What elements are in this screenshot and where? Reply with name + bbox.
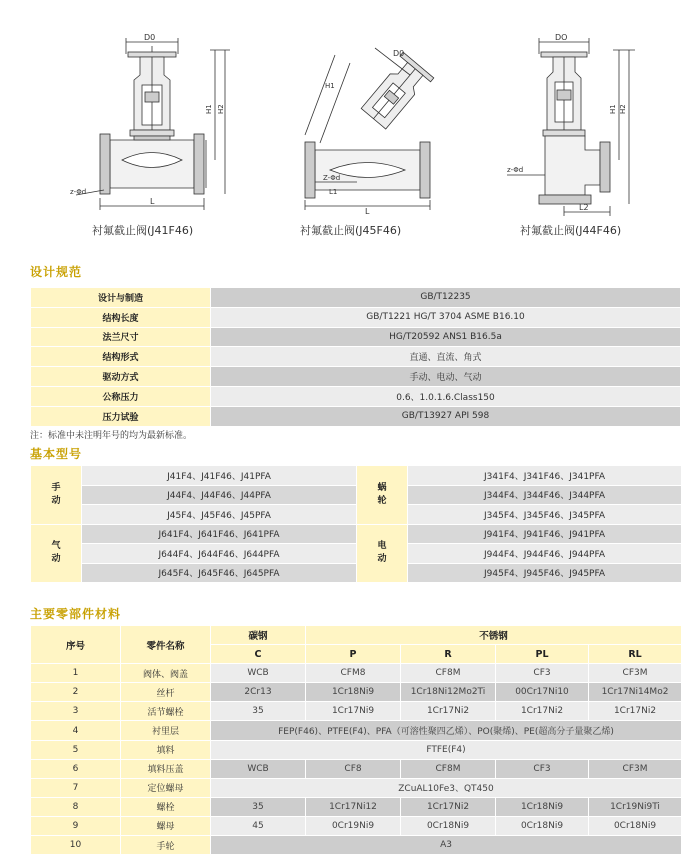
- table-row: [31, 778, 682, 797]
- part-no: 3: [31, 702, 121, 721]
- model-cell: J45F4、J45F46、J45PFA: [82, 505, 357, 525]
- part-name: 活节螺栓: [121, 702, 211, 721]
- design-spec-table: [30, 287, 681, 427]
- table-row: [31, 288, 681, 308]
- caption-j44f46: 衬氟截止阀(J44F46): [520, 224, 622, 237]
- model-cell: J645F4、J645F46、J645PFA: [82, 563, 357, 583]
- l-label-2: L: [365, 207, 370, 215]
- table-row: [31, 466, 682, 486]
- model-cell: J941F4、J941F46、J941PFA: [408, 524, 682, 544]
- material-merged-cell: ZCuAL10Fe3、QT450: [211, 778, 682, 797]
- group-label-worm: 蜗 轮: [357, 466, 408, 525]
- header-col-p: P: [306, 645, 401, 664]
- part-name: 手轮: [121, 836, 211, 854]
- table-row: [31, 485, 682, 505]
- material-cell: CF3M: [589, 759, 682, 778]
- material-cell: 35: [211, 702, 306, 721]
- header-col-r: R: [401, 645, 496, 664]
- table-row: [31, 524, 682, 544]
- material-cell: CF3: [496, 759, 589, 778]
- z-phi-label-3: z-Φd: [507, 166, 524, 174]
- spec-value: 0.6、1.0.1.6.Class150: [211, 386, 681, 406]
- material-cell: 0Cr18Ni9: [589, 816, 682, 835]
- material-cell: CF8M: [401, 664, 496, 683]
- part-no: 8: [31, 797, 121, 816]
- model-cell: J41F4、J41F46、J41PFA: [82, 466, 357, 486]
- l-label: L: [150, 197, 155, 206]
- material-cell: WCB: [211, 664, 306, 683]
- material-cell: 1Cr17Ni14Mo2: [589, 683, 682, 702]
- material-merged-cell: FEP(F46)、PTFE(F4)、PFA（可溶性聚四乙烯）、PO(聚烯)、PE(超高分子量聚乙烯): [211, 721, 682, 740]
- material-cell: CF8M: [401, 759, 496, 778]
- parts-title: 主要零部件材料: [30, 607, 122, 621]
- group-label-pneumatic: 气 动: [31, 524, 82, 583]
- part-name: 阀体、阀盖: [121, 664, 211, 683]
- models-title: 基本型号: [30, 447, 83, 461]
- z-phi-label-2: Z-Φd: [323, 174, 341, 182]
- material-cell: 00Cr17Ni10: [496, 683, 589, 702]
- part-no: 9: [31, 816, 121, 835]
- spec-value: GB/T13927 API 598: [211, 406, 681, 426]
- table-row: [31, 759, 682, 778]
- spec-key: 结构形式: [31, 347, 211, 367]
- part-no: 5: [31, 740, 121, 759]
- part-no: 7: [31, 778, 121, 797]
- table-row: [31, 386, 681, 406]
- spec-key: 法兰尺寸: [31, 327, 211, 347]
- spec-key: 设计与制造: [31, 288, 211, 308]
- header-col-pl: PL: [496, 645, 589, 664]
- table-row: [31, 740, 682, 759]
- h1-label-3: H1: [609, 104, 617, 114]
- caption-j45f46: 衬氟截止阀(J45F46): [300, 224, 402, 237]
- design-spec-title: 设计规范: [30, 265, 83, 279]
- table-row: [31, 721, 682, 740]
- material-cell: 1Cr17Ni2: [401, 797, 496, 816]
- l1-label: L1: [329, 188, 338, 196]
- table-row: [31, 327, 681, 347]
- spec-note: 注：标准中未注明年号的均为最新标准。: [30, 431, 193, 441]
- valve-drawing-j44f46: [505, 30, 645, 220]
- material-cell: CF3: [496, 664, 589, 683]
- valve-drawings: [0, 0, 691, 250]
- header-carbon: 碳钢: [211, 626, 306, 645]
- caption-j41f46: 衬氟截止阀(J41F46): [92, 224, 194, 237]
- model-cell: J944F4、J944F46、J944PFA: [408, 544, 682, 564]
- material-cell: 1Cr18Ni12Mo2Ti: [401, 683, 496, 702]
- part-no: 2: [31, 683, 121, 702]
- material-cell: 35: [211, 797, 306, 816]
- material-cell: 2Cr13: [211, 683, 306, 702]
- part-no: 6: [31, 759, 121, 778]
- model-cell: J344F4、J344F46、J344PFA: [408, 485, 682, 505]
- group-label-electric: 电 动: [357, 524, 408, 583]
- d0-label-2: D0: [393, 49, 405, 58]
- material-cell: 1Cr17Ni2: [496, 702, 589, 721]
- table-row: [31, 347, 681, 367]
- header-no: 序号: [31, 626, 121, 664]
- material-cell: 45: [211, 816, 306, 835]
- l2-label: L2: [579, 203, 589, 212]
- material-cell: 1Cr19Ni9Ti: [589, 797, 682, 816]
- part-name: 填料压盖: [121, 759, 211, 778]
- h1-label: H1: [205, 104, 213, 114]
- valve-drawing-j45f46: [295, 40, 445, 215]
- part-no: 4: [31, 721, 121, 740]
- part-name: 衬里层: [121, 721, 211, 740]
- table-row: [31, 563, 682, 583]
- material-cell: 0Cr18Ni9: [496, 816, 589, 835]
- model-cell: J945F4、J945F46、J945PFA: [408, 563, 682, 583]
- material-cell: CF8: [306, 759, 401, 778]
- material-cell: CFM8: [306, 664, 401, 683]
- h2-label: H2: [217, 104, 225, 114]
- table-row: [31, 406, 681, 426]
- part-no: 10: [31, 836, 121, 854]
- table-row: [31, 797, 682, 816]
- material-merged-cell: A3: [211, 836, 682, 854]
- material-cell: 1Cr18Ni9: [306, 683, 401, 702]
- material-cell: 1Cr17Ni9: [306, 702, 401, 721]
- spec-value: GB/T12235: [211, 288, 681, 308]
- z-phi-label: z-Φd: [70, 188, 87, 196]
- spec-value: HG/T20592 ANS1 B16.5a: [211, 327, 681, 347]
- model-cell: J44F4、J44F46、J44PFA: [82, 485, 357, 505]
- material-cell: 1Cr17Ni2: [401, 702, 496, 721]
- models-table: [30, 465, 682, 583]
- spec-key: 结构长度: [31, 307, 211, 327]
- d0-label-3: DO: [555, 33, 568, 42]
- spec-key: 公称压力: [31, 386, 211, 406]
- table-row: [31, 505, 682, 525]
- part-name: 螺母: [121, 816, 211, 835]
- material-cell: 0Cr19Ni9: [306, 816, 401, 835]
- material-cell: 1Cr17Ni12: [306, 797, 401, 816]
- group-label-manual: 手 动: [31, 466, 82, 525]
- model-cell: J341F4、J341F46、J341PFA: [408, 466, 682, 486]
- header-name: 零件名称: [121, 626, 211, 664]
- h1-label-2: H1: [325, 82, 335, 90]
- material-cell: 1Cr18Ni9: [496, 797, 589, 816]
- spec-key: 压力试验: [31, 406, 211, 426]
- parts-table: [30, 625, 682, 854]
- model-cell: J644F4、J644F46、J644PFA: [82, 544, 357, 564]
- part-name: 丝杆: [121, 683, 211, 702]
- table-row: [31, 702, 682, 721]
- spec-value: 直通、直流、角式: [211, 347, 681, 367]
- model-cell: J345F4、J345F46、J345PFA: [408, 505, 682, 525]
- table-row: [31, 683, 682, 702]
- h2-label-3: H2: [619, 104, 627, 114]
- table-row: [31, 816, 682, 835]
- header-col-c: C: [211, 645, 306, 664]
- header-col-rl: RL: [589, 645, 682, 664]
- table-header-row: [31, 626, 682, 645]
- part-name: 填料: [121, 740, 211, 759]
- model-cell: J641F4、J641F46、J641PFA: [82, 524, 357, 544]
- spec-key: 驱动方式: [31, 367, 211, 387]
- valve-drawing-j41f46: [70, 30, 240, 220]
- table-row: [31, 367, 681, 387]
- table-row: [31, 836, 682, 854]
- material-cell: CF3M: [589, 664, 682, 683]
- material-cell: WCB: [211, 759, 306, 778]
- table-row: [31, 664, 682, 683]
- part-name: 定位螺母: [121, 778, 211, 797]
- spec-value: 手动、电动、气动: [211, 367, 681, 387]
- header-stainless: 不锈钢: [306, 626, 682, 645]
- material-cell: 1Cr17Ni2: [589, 702, 682, 721]
- material-merged-cell: FTFE(F4): [211, 740, 682, 759]
- part-no: 1: [31, 664, 121, 683]
- d0-label: D0: [144, 33, 156, 42]
- part-name: 螺栓: [121, 797, 211, 816]
- table-row: [31, 307, 681, 327]
- spec-value: GB/T1221 HG/T 3704 ASME B16.10: [211, 307, 681, 327]
- table-row: [31, 544, 682, 564]
- material-cell: 0Cr18Ni9: [401, 816, 496, 835]
